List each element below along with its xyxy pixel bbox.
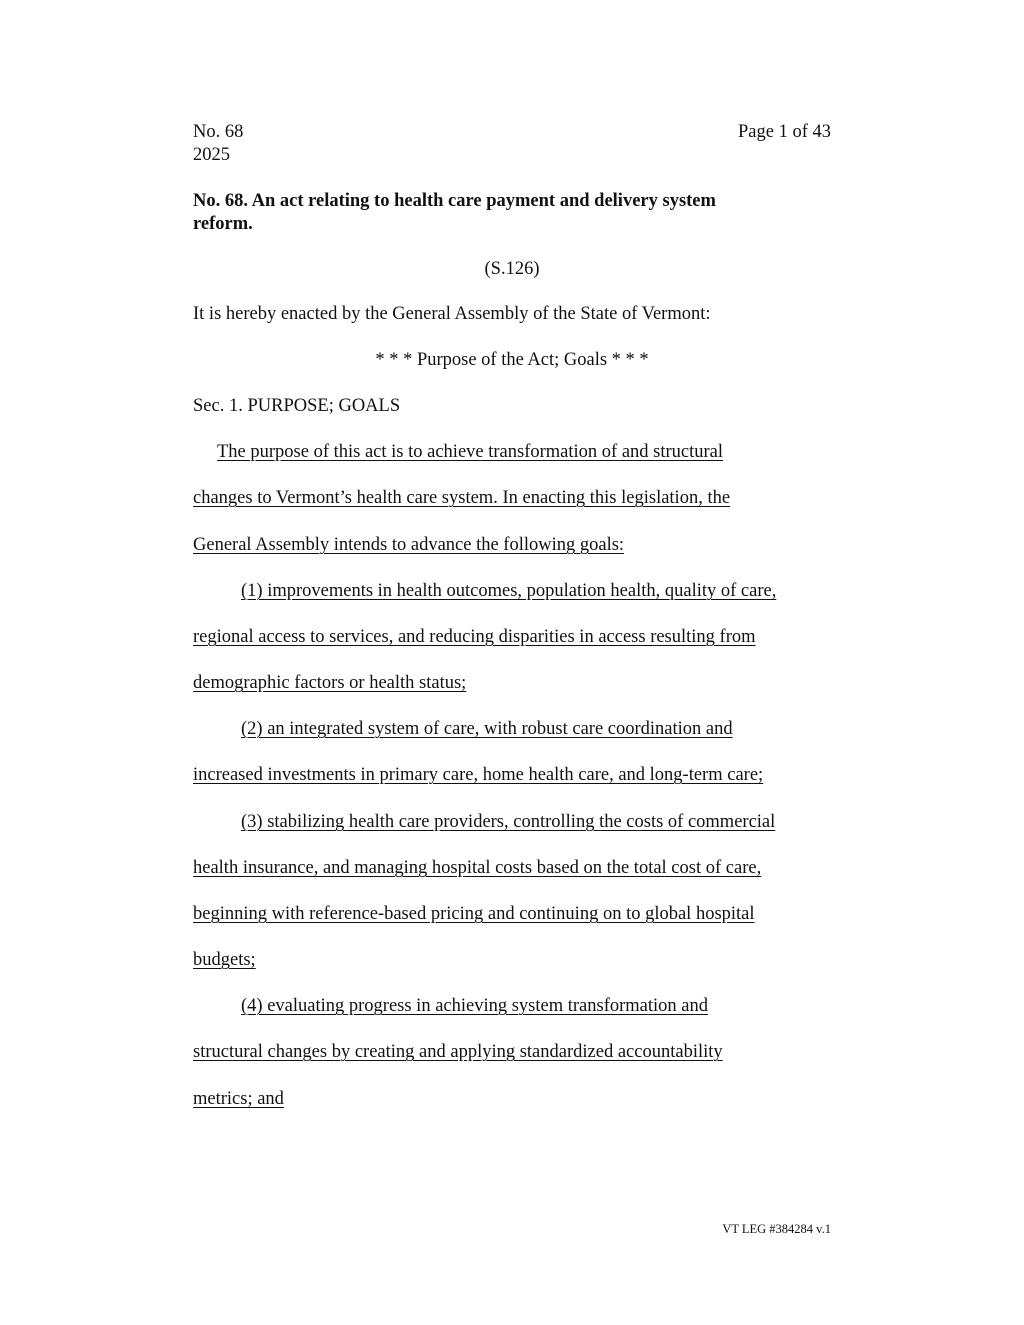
body-line: beginning with reference-based pricing and continuing on to global hospital <box>193 904 755 924</box>
body-line: demographic factors or health status; <box>193 673 467 693</box>
act-year: 2025 <box>193 145 230 165</box>
body-line: health insurance, and managing hospital costs based on the total cost of care, <box>193 858 762 878</box>
act-number: No. 68 <box>193 122 244 142</box>
body-line: regional access to services, and reducing disparities in access resulting from <box>193 627 756 647</box>
body-line: increased investments in primary care, home health care, and long-term care; <box>193 765 764 785</box>
body-line: metrics; and <box>193 1089 284 1109</box>
body-line: (2) an integrated system of care, with robust care coordination and <box>241 719 733 739</box>
body-line: changes to Vermont’s health care system. In enacting this legislation, the <box>193 488 731 508</box>
document-id-footer: VT LEG #384284 v.1 <box>722 1222 831 1236</box>
body-line: General Assembly intends to advance the following goals: <box>193 535 625 555</box>
body-line: The purpose of this act is to achieve transformation of and structural <box>217 442 724 462</box>
body-line: (3) stabilizing health care providers, controlling the costs of commercial <box>241 812 776 832</box>
body-line: (1) improvements in health outcomes, population health, quality of care, <box>241 581 777 601</box>
body-line: budgets; <box>193 950 256 970</box>
section-divider: * * * Purpose of the Act; Goals * * * <box>375 350 649 370</box>
bill-id: (S.126) <box>484 259 540 279</box>
body-line: (4) evaluating progress in achieving system transformation and <box>241 996 708 1016</box>
act-title-line-1: No. 68. An act relating to health care payment and delivery system <box>193 191 716 211</box>
act-title-line-2: reform. <box>193 214 253 234</box>
section-heading: Sec. 1. PURPOSE; GOALS <box>193 396 401 416</box>
enacting-clause: It is hereby enacted by the General Assembly of the State of Vermont: <box>193 304 711 324</box>
body-line: structural changes by creating and applying standardized accountability <box>193 1042 723 1062</box>
page-indicator: Page 1 of 43 <box>738 122 831 142</box>
